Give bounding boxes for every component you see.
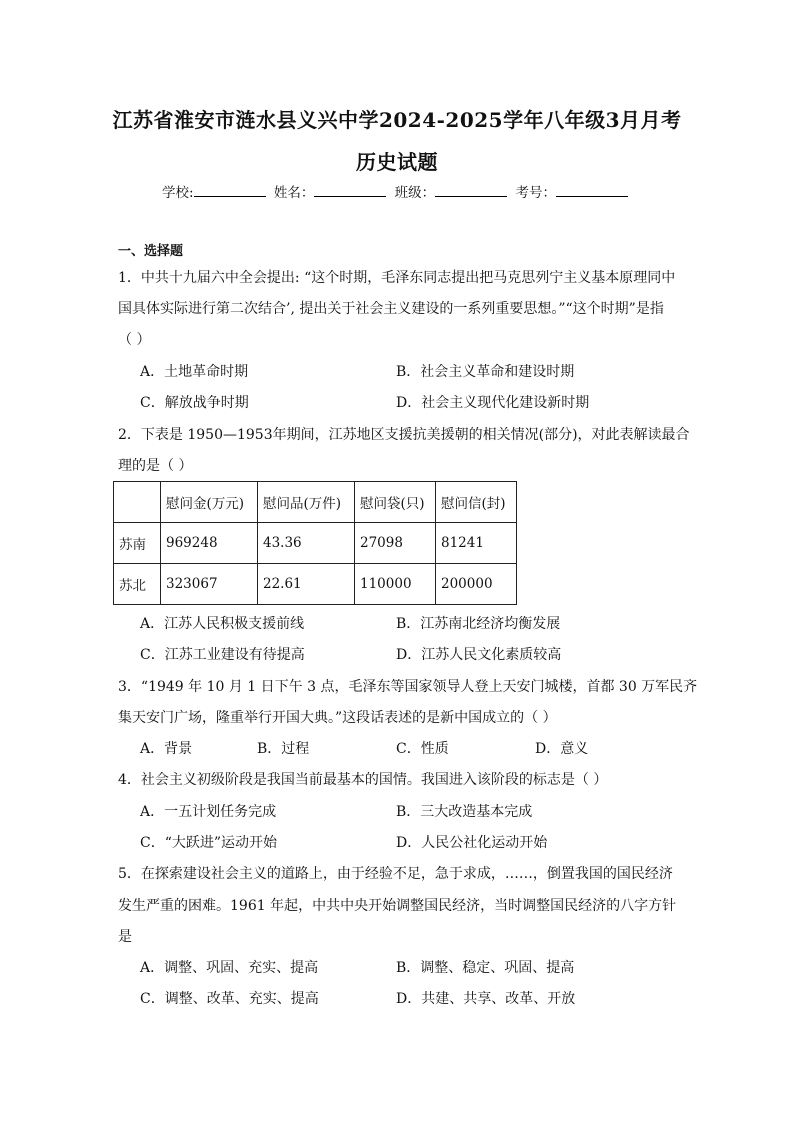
question-4-option-b[interactable]: B．三大改造基本完成 <box>396 804 533 820</box>
question-2-text: 理的是（ ） <box>118 458 193 474</box>
exam-number-label: 考号： <box>515 185 556 201</box>
question-4-option-d[interactable]: D．人民公社化运动开始 <box>396 835 548 851</box>
question-5-option-c[interactable]: C．调整、改革、充实、提高 <box>140 991 319 1007</box>
name-label: 姓名： <box>273 185 315 201</box>
exam-number-blank[interactable] <box>556 184 628 197</box>
question-2-option-b[interactable]: B．江苏南北经济均衡发展 <box>396 616 561 632</box>
question-5-option-b[interactable]: B．调整、稳定、巩固、提高 <box>396 960 575 976</box>
school-blank[interactable] <box>194 184 266 197</box>
table-row <box>114 523 517 564</box>
question-5-text: 发生严重的困难。1961 年起，中共中央开始调整国民经济，当时调整国民经济的八字方针 <box>118 898 677 914</box>
table-cell: 81241 <box>436 523 517 564</box>
table-cell: 969248 <box>161 523 258 564</box>
question-4-option-c[interactable]: C．“大跃进”运动开始 <box>140 835 278 851</box>
class-blank[interactable] <box>435 184 507 197</box>
exam-subject-title: 历史试题 <box>356 150 438 174</box>
question-5-text: 5．在探索建设社会主义的道路上，由于经验不足，急于求成，……，倒置我国的国民经济 <box>118 866 673 882</box>
table-cell: 27098 <box>355 523 436 564</box>
table-cell: 200000 <box>436 564 517 605</box>
school-label: 学校: <box>162 185 194 201</box>
question-5-option-a[interactable]: A．调整、巩固、充实、提高 <box>140 960 319 976</box>
name-blank[interactable] <box>314 184 386 197</box>
question-3-option-b[interactable]: B．过程 <box>257 741 310 757</box>
table-header-row <box>114 482 517 523</box>
table-header-cell: 慰问信(封) <box>436 482 517 523</box>
question-3-option-c[interactable]: C．性质 <box>396 741 449 757</box>
table-cell: 43.36 <box>258 523 355 564</box>
question-1-text: 国具体实际进行第二次结合’, 提出关于社会主义建设的一系列重要思想。”“这个时期”是指 <box>118 301 664 317</box>
question-1-option-d[interactable]: D．社会主义现代化建设新时期 <box>396 395 590 411</box>
question-2-text: 2．下表是 1950—1953年期间，江苏地区支援抗美援朝的相关情况(部分)，对此表解读最合 <box>118 427 690 443</box>
table-cell: 苏北 <box>114 564 161 605</box>
table-cell: 22.61 <box>258 564 355 605</box>
question-2-option-a[interactable]: A．江苏人民积极支援前线 <box>140 616 305 632</box>
table-cell: 110000 <box>355 564 436 605</box>
question-3-option-d[interactable]: D．意义 <box>535 741 589 757</box>
table-header-cell: 慰问袋(只) <box>355 482 436 523</box>
question-4-option-a[interactable]: A．一五计划任务完成 <box>140 804 277 820</box>
question-1-text: 1．中共十九届六中全会提出: “这个时期，毛泽东同志提出把马克思列宁主义基本原理同中 <box>118 270 676 286</box>
section-heading: 一、选择题 <box>118 244 184 259</box>
table-header-cell <box>114 482 161 523</box>
question-2-option-c[interactable]: C．江苏工业建设有待提高 <box>140 647 305 663</box>
table-header-cell: 慰问品(万件) <box>258 482 355 523</box>
question-1-option-c[interactable]: C．解放战争时期 <box>140 395 249 411</box>
question-2-option-d[interactable]: D．江苏人民文化素质较高 <box>396 647 562 663</box>
question-4-text: 4．社会主义初级阶段是我国当前最基本的国情。我国进入该阶段的标志是（ ） <box>118 772 608 788</box>
table-row <box>114 564 517 605</box>
question-5-text: 是 <box>118 929 132 945</box>
table-cell: 苏南 <box>114 523 161 564</box>
table-header-cell: 慰问金(万元) <box>161 482 258 523</box>
support-data-table <box>113 481 517 605</box>
question-1-option-a[interactable]: A．土地革命时期 <box>140 364 249 380</box>
question-3-option-a[interactable]: A．背景 <box>140 741 193 757</box>
exam-title: 江苏省淮安市涟水县义兴中学2024-2025学年八年级3月月考 <box>112 108 682 132</box>
question-1-option-b[interactable]: B．社会主义革命和建设时期 <box>396 364 575 380</box>
student-info-row <box>0 181 794 201</box>
question-3-text: 3．“1949 年 10 月 1 日下午 3 点，毛泽东等国家领导人登上天安门城楼，首都 30 万军民齐 <box>118 679 698 695</box>
question-5-option-d[interactable]: D．共建、共享、改革、开放 <box>396 991 576 1007</box>
class-label: 班级： <box>394 185 436 201</box>
question-1-text: （ ） <box>118 332 151 348</box>
table-cell: 323067 <box>161 564 258 605</box>
question-3-text: 集天安门广场，隆重举行开国大典。”这段话表述的是新中国成立的（ ） <box>118 710 557 726</box>
